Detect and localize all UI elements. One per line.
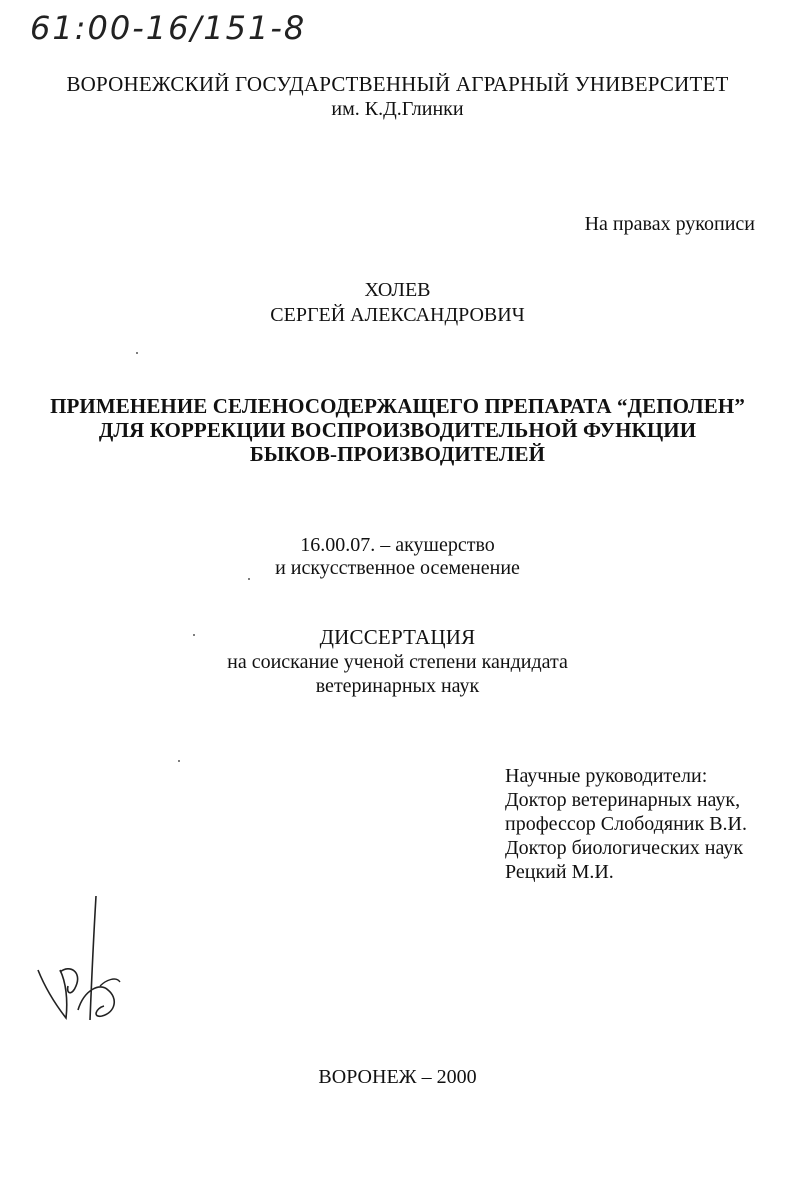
- supervisors-block: [505, 764, 785, 884]
- scan-speck: [248, 578, 250, 580]
- work-type-line-1: на соискание ученой степени кандидата: [227, 651, 568, 673]
- author-surname: ХОЛЕВ: [364, 279, 431, 301]
- supervisor-line: Рецкий М.И.: [505, 861, 614, 883]
- author-name-patronymic: СЕРГЕЙ АЛЕКСАНДРОВИЧ: [270, 304, 525, 326]
- archive-stamp: 61:00-16/151-8: [30, 9, 307, 47]
- scan-speck: [193, 634, 195, 636]
- specialty-code: 16.00.07. – акушерство: [300, 534, 495, 556]
- signature: [30, 890, 140, 1040]
- dissertation-title-line-3: БЫКОВ-ПРОИЗВОДИТЕЛЕЙ: [249, 442, 546, 466]
- supervisor-line: профессор Слободяник В.И.: [505, 813, 747, 835]
- supervisor-line: Доктор ветеринарных наук,: [505, 789, 741, 811]
- city-year: ВОРОНЕЖ – 2000: [318, 1066, 477, 1088]
- dissertation-title-line-1: ПРИМЕНЕНИЕ СЕЛЕНОСОДЕРЖАЩЕГО ПРЕПАРАТА “ДЕПОЛЕН”: [50, 394, 745, 418]
- work-type-heading: ДИССЕРТАЦИЯ: [319, 625, 476, 649]
- scan-speck: [178, 760, 180, 762]
- university-name: ВОРОНЕЖСКИЙ ГОСУДАРСТВЕННЫЙ АГРАРНЫЙ УНИВЕРСИТЕТ: [66, 72, 729, 96]
- specialty-name: и искусственное осеменение: [275, 557, 520, 579]
- scan-speck: [136, 352, 138, 354]
- work-type-line-2: ветеринарных наук: [315, 675, 480, 697]
- manuscript-rights: На правах рукописи: [584, 213, 755, 235]
- supervisors-heading: Научные руководители:: [505, 765, 708, 787]
- university-named-after: им. К.Д.Глинки: [331, 98, 464, 120]
- dissertation-title-line-2: ДЛЯ КОРРЕКЦИИ ВОСПРОИЗВОДИТЕЛЬНОЙ ФУНКЦИИ: [98, 418, 697, 442]
- supervisor-line: Доктор биологических наук: [505, 837, 744, 859]
